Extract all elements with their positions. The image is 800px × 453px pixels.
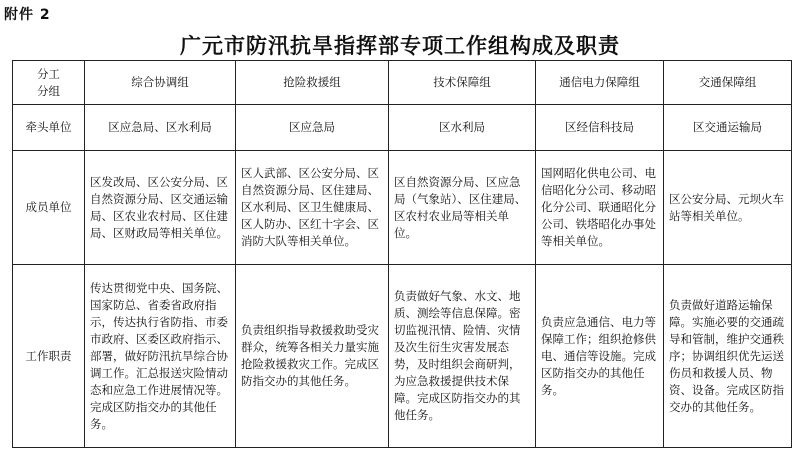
lead-unit-cell: 区水利局 bbox=[389, 105, 536, 151]
corner-label-bottom: 分组 bbox=[37, 83, 60, 98]
group-header-technical: 技术保障组 bbox=[389, 61, 536, 105]
lead-unit-cell: 区应急局、区水利局 bbox=[85, 105, 236, 151]
table-header-row bbox=[13, 61, 792, 105]
table-row bbox=[13, 151, 792, 265]
row-label-duties: 工作职责 bbox=[13, 265, 85, 448]
lead-unit-cell: 区经信科技局 bbox=[536, 105, 664, 151]
table-row bbox=[13, 265, 792, 448]
lead-unit-cell: 区交通运输局 bbox=[664, 105, 792, 151]
duty-cell: 负责做好道路运输保障。实施必要的交通疏导和管制，维护交通秩序；协调组织优先运送伤员和救援人员、物资、设备。完成区防指交办的其他任务。 bbox=[664, 265, 792, 448]
group-header-transport: 交通保障组 bbox=[664, 61, 792, 105]
member-cell: 区发改局、区公安分局、区自然资源分局、区交通运输局、区农业农村局、区住建局、区财政局等相关单位。 bbox=[85, 151, 236, 265]
corner-cell bbox=[13, 61, 85, 105]
duty-cell: 负责组织指导救援救助受灾群众，统筹各相关力量实施抢险救援救灾工作。完成区防指交办的其他任务。 bbox=[236, 265, 389, 448]
duty-cell: 负责应急通信、电力等保障工作；组织抢修供电、通信等设施。完成区防指交办的其他任务。 bbox=[536, 265, 664, 448]
group-header-coordination: 综合协调组 bbox=[85, 61, 236, 105]
lead-unit-cell: 区应急局 bbox=[236, 105, 389, 151]
row-label-members: 成员单位 bbox=[13, 151, 85, 265]
member-cell: 国网昭化供电公司、电信昭化分公司、移动昭化分公司、联通昭化分公司、铁塔昭化办事处等相关单位。 bbox=[536, 151, 664, 265]
corner-label-top: 分工 bbox=[37, 66, 60, 81]
table-row bbox=[13, 105, 792, 151]
duty-cell: 传达贯彻党中央、国务院、国家防总、省委省政府指示，传达执行省防指、市委市政府、区委区政府指示、部署，做好防汛抗旱综合协调工作。汇总报送灾险情动态和应急工作进展情况等。完成区防指交办的其他任务。 bbox=[85, 265, 236, 448]
duty-cell: 负责做好气象、水文、地质、测绘等信息保障。密切监视汛情、险情、灾情及次生衍生灾害发展态势，及时组织会商研判，为应急救援提供技术保障。完成区防指交办的其他任务。 bbox=[389, 265, 536, 448]
member-cell: 区自然资源分局、区应急局（气象站）、区住建局、区农村农业局等相关单位。 bbox=[389, 151, 536, 265]
group-header-telecom-power: 通信电力保障组 bbox=[536, 61, 664, 105]
annex-label: 附件 2 bbox=[4, 7, 51, 23]
work-group-table bbox=[12, 60, 792, 448]
member-cell: 区公安分局、元坝火车站等相关单位。 bbox=[664, 151, 792, 265]
document-title: 广元市防汛抗旱指挥部专项工作组构成及职责 bbox=[180, 34, 620, 58]
member-cell: 区人武部、区公安分局、区自然资源分局、区住建局、区水利局、区卫生健康局、区人防办、区红十字会、区消防大队等相关单位。 bbox=[236, 151, 389, 265]
row-label-lead-unit: 牵头单位 bbox=[13, 105, 85, 151]
group-header-rescue: 抢险救援组 bbox=[236, 61, 389, 105]
